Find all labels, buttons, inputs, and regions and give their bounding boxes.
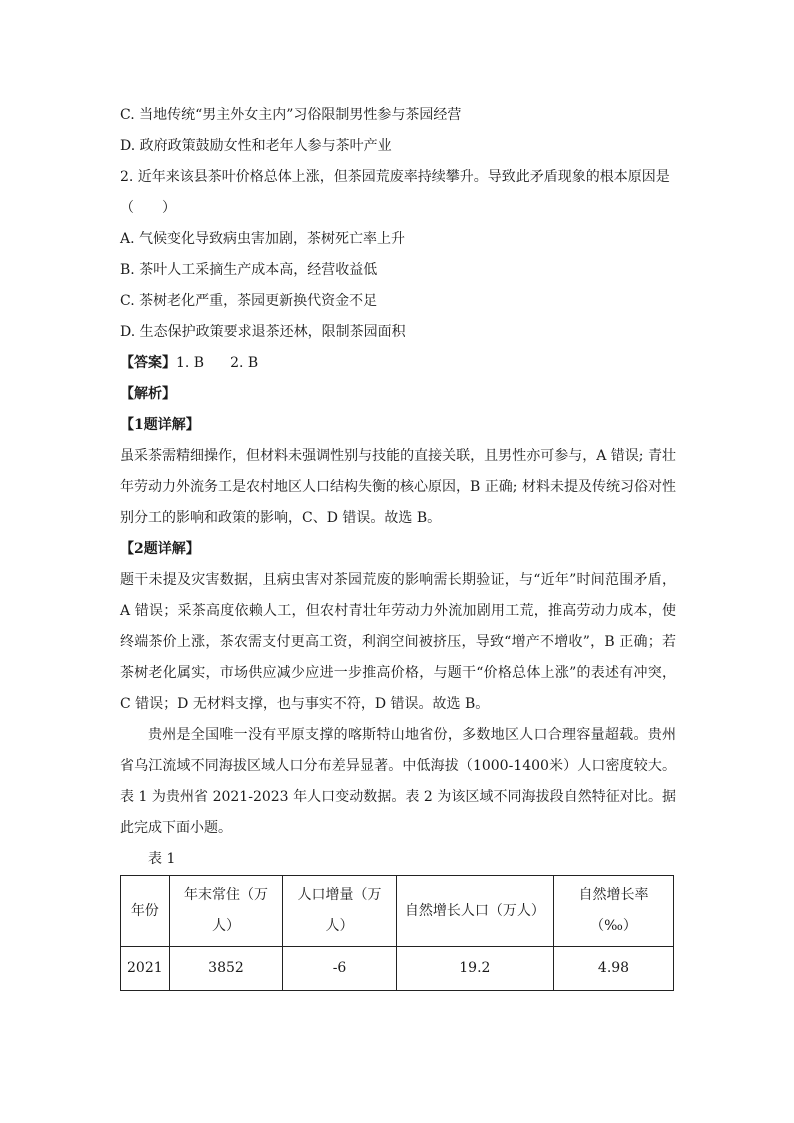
table-header-cell: 年份 — [121, 876, 170, 947]
q2-option-b: B. 茶叶人工采摘生产成本高，经营收益低 — [120, 262, 378, 278]
q2-blank: （ ） — [120, 200, 176, 216]
q2-stem: 2. 近年来该县茶叶价格总体上涨，但茶园荒废率持续攀升。导致此矛盾现象的根本原因是 — [120, 169, 670, 185]
q2-option-d: D. 生态保护政策要求退茶还林，限制茶园面积 — [120, 324, 406, 340]
table-header-cell: 自然增长人口（万人） — [396, 876, 553, 947]
table-1-caption: 表 1 — [148, 851, 176, 867]
document-page — [120, 100, 676, 991]
q1-option-d: D. 政府政策鼓励女性和老年人参与茶叶产业 — [120, 138, 392, 154]
detail-2-text: 题干未提及灾害数据，且病虫害对茶园荒废的影响需长期验证，与“近年”时间范围矛盾，A 错误；采茶高度依赖人工，但农村青壮年劳动力外流加剧用工荒，推高劳动力成本，使终端茶价上涨，茶农需支付更高工资，利润空间被挤压，导致“增产不增收”，B 正确；若茶树老化属实，市场供应减少应进一步推高价格，与题干“价格总体上涨”的表述有冲突，C 错误；D 无材料支撑，也与事实不符，D 错误。故选 B。 — [120, 572, 676, 712]
q2-option-c: C. 茶树老化严重，茶园更新换代资金不足 — [120, 293, 378, 309]
detail-2-label: 【2题详解】 — [120, 541, 200, 557]
analysis-label: 【解析】 — [120, 386, 176, 402]
table-header-row — [121, 876, 674, 947]
answer-2: 2. B — [230, 355, 259, 371]
table-cell: 19.2 — [396, 947, 553, 991]
table-row — [121, 947, 674, 991]
detail-1-label: 【1题详解】 — [120, 417, 200, 433]
table-header-cell: 自然增长率（‰） — [554, 876, 674, 947]
table-header-cell: 人口增量（万人） — [283, 876, 396, 947]
answer-line — [120, 348, 676, 379]
table-cell: 4.98 — [554, 947, 674, 991]
table-cell: 2021 — [121, 947, 170, 991]
table-cell: 3852 — [169, 947, 283, 991]
answer-1: 1. B — [176, 355, 205, 371]
detail-1-text: 虽采茶需精细操作，但材料未强调性别与技能的直接关联，且男性亦可参与，A 错误; 青壮年劳动力外流务工是农村地区人口结构失衡的核心原因，B 正确; 材料未提及传统习俗对性别分工的影响和政策的影响，C、D 错误。故选 B。 — [120, 448, 676, 526]
passage-text: 贵州是全国唯一没有平原支撑的喀斯特山地省份，多数地区人口合理容量超载。贵州省乌江流域不同海拔区域人口分布差异显著。中低海拔（1000-1400米）人口密度较大。表 1 为贵州省 2021-2023 年人口变动数据。表 2 为该区域不同海拔段自然特征对比。据此完成下面小题。 — [120, 727, 676, 836]
answer-label: 【答案】 — [120, 355, 176, 371]
q1-option-c: C. 当地传统“男主外女主内”习俗限制男性参与茶园经营 — [120, 107, 462, 123]
table-cell: -6 — [283, 947, 396, 991]
q2-option-a: A. 气候变化导致病虫害加剧，茶树死亡率上升 — [120, 231, 406, 247]
population-table — [120, 875, 674, 991]
table-header-cell: 年末常住（万人） — [169, 876, 283, 947]
